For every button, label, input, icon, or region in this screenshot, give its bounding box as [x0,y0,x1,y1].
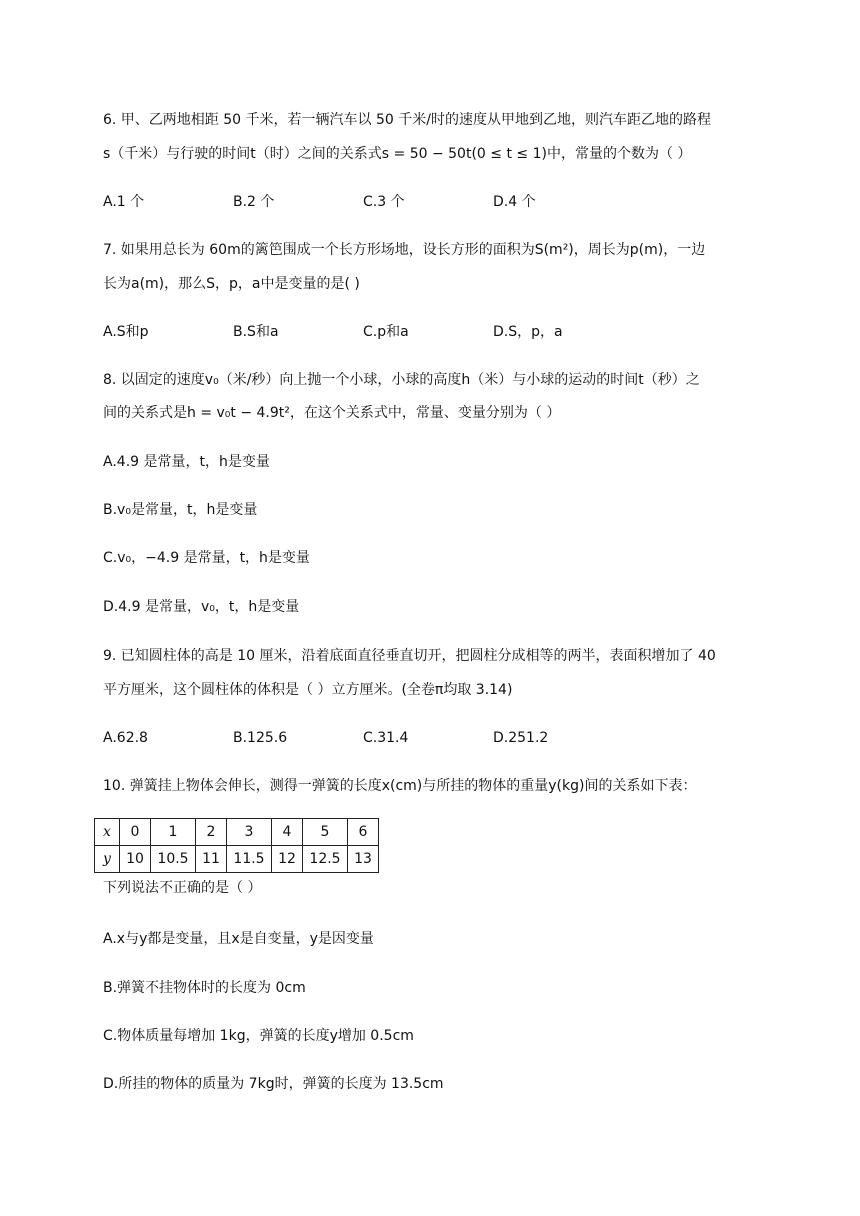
question-6-option-d: D.4 个 [493,194,536,210]
table-cell: 11.5 [227,846,272,873]
question-9-option-b: B.125.6 [233,730,288,746]
question-7-line-1: 7. 如果用总长为 60m的篱笆围成一个长方形场地，设长方形的面积为S(m²)，周长为p(m)，一边 [103,242,706,258]
question-10-option-b: B.弹簧不挂物体时的长度为 0cm [103,980,306,996]
question-8-option-b: B.v₀是常量，t，h是变量 [103,502,258,518]
table-cell: 0 [120,819,151,846]
question-9-line-2: 平方厘米，这个圆柱体的体积是（ ）立方厘米。(全卷π均取 3.14) [103,682,513,698]
question-10-line-1: 10. 弹簧挂上物体会伸长，测得一弹簧的长度x(cm)与所挂的物体的重量y(kg)间的关系如下表： [103,778,697,794]
question-7-option-c: C.p和a [363,324,409,340]
question-7-option-d: D.S，p，a [493,324,563,340]
question-8-line-1: 8. 以固定的速度v₀（米/秒）向上抛一个小球，小球的高度h（米）与小球的运动的时间t（秒）之 [103,372,700,388]
question-7-option-b: B.S和a [233,324,279,340]
table-cell: y [95,846,120,873]
table-cell: 11 [196,846,227,873]
question-10-prompt: 下列说法不正确的是（ ） [103,880,262,896]
question-6-option-c: C.3 个 [363,194,405,210]
question-6-option-b: B.2 个 [233,194,275,210]
table-cell: 3 [227,819,272,846]
table-row-y [95,846,379,873]
question-8-option-a: A.4.9 是常量，t，h是变量 [103,454,270,470]
table-cell: 12.5 [303,846,348,873]
table-cell: 13 [348,846,379,873]
table-cell: 10.5 [151,846,196,873]
table-cell: 1 [151,819,196,846]
question-10-option-a: A.x与y都是变量，且x是自变量，y是因变量 [103,931,374,947]
question-8-option-c: C.v₀，−4.9 是常量，t，h是变量 [103,550,310,566]
table-cell: x [95,819,120,846]
question-9-option-c: C.31.4 [363,730,409,746]
question-9-option-a: A.62.8 [103,730,148,746]
question-10-option-d: D.所挂的物体的质量为 7kg时，弹簧的长度为 13.5cm [103,1076,444,1092]
question-8-line-2: 间的关系式是h = v₀t − 4.9t²，在这个关系式中，常量、变量分别为（ ） [103,405,561,421]
question-6-line-1: 6. 甲、乙两地相距 50 千米，若一辆汽车以 50 千米/时的速度从甲地到乙地，则汽车距乙地的路程 [103,112,711,128]
table-row-x [95,819,379,846]
question-9-line-1: 9. 已知圆柱体的高是 10 厘米，沿着底面直径垂直切开，把圆柱分成相等的两半，表面积增加了 40 [103,648,716,664]
table-cell: 6 [348,819,379,846]
table-cell: 12 [272,846,303,873]
spring-data-table [94,818,379,873]
question-9-option-d: D.251.2 [493,730,549,746]
question-8-option-d: D.4.9 是常量，v₀，t，h是变量 [103,599,300,615]
table-cell: 10 [120,846,151,873]
table-cell: 4 [272,819,303,846]
table-cell: 5 [303,819,348,846]
question-6-line-2: s（千米）与行驶的时间t（时）之间的关系式s = 50 − 50t(0 ≤ t ≤ 1)中，常量的个数为（ ） [103,146,692,162]
question-7-line-2: 长为a(m)，那么S，p，a中是变量的是( ) [103,276,360,292]
question-7-option-a: A.S和p [103,324,149,340]
question-6-option-a: A.1 个 [103,194,145,210]
table-cell: 2 [196,819,227,846]
question-10-option-c: C.物体质量每增加 1kg，弹簧的长度y增加 0.5cm [103,1028,414,1044]
